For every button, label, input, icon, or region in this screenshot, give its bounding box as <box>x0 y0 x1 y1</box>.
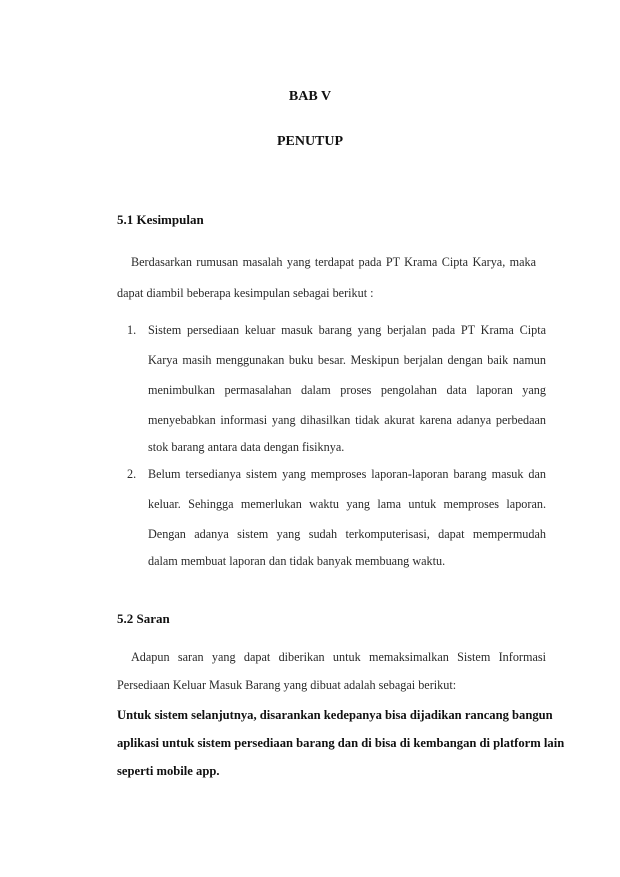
section-heading-saran: 5.2 Saran <box>117 611 170 626</box>
chapter-title: PENUTUP <box>276 134 344 149</box>
bold-paragraph-line: aplikasi untuk sistem persediaan barang dan di bisa di kembangan di platform lain <box>117 736 565 750</box>
bold-paragraph-line: seperti mobile app. <box>117 764 220 778</box>
paragraph-line: Persediaan Keluar Masuk Barang yang dibuat adalah sebagai berikut: <box>117 678 457 692</box>
paragraph-line: Berdasarkan rumusan masalah yang terdapat pada PT Krama Cipta Karya, maka <box>131 255 536 269</box>
list-item-line: Karya masih menggunakan buku besar. Meskipun berjalan dengan baik namun <box>148 353 546 367</box>
list-marker: 1. <box>127 323 137 337</box>
list-item-line: keluar. Sehingga memerlukan waktu yang lama untuk memproses laporan. <box>148 497 546 511</box>
list-item-line: dalam membuat laporan dan tidak banyak membuang waktu. <box>148 554 446 568</box>
list-marker: 2. <box>127 467 137 481</box>
list-item-line: menyebabkan informasi yang dihasilkan tidak akurat karena adanya perbedaan <box>148 413 546 427</box>
list-item-line: Belum tersedianya sistem yang memproses laporan-laporan barang masuk dan <box>148 467 546 481</box>
paragraph-line: dapat diambil beberapa kesimpulan sebagai berikut : <box>117 286 374 300</box>
bold-paragraph-line: Untuk sistem selanjutnya, disarankan kedepanya bisa dijadikan rancang bangun <box>117 708 553 722</box>
paragraph-line: Adapun saran yang dapat diberikan untuk memaksimalkan Sistem Informasi <box>131 650 546 664</box>
list-item-line: Sistem persediaan keluar masuk barang yang berjalan pada PT Krama Cipta <box>148 323 546 337</box>
list-item-line: stok barang antara data dengan fisiknya. <box>148 440 345 454</box>
list-item-line: Dengan adanya sistem yang sudah terkomputerisasi, dapat mempermudah <box>148 527 546 541</box>
chapter-number: BAB V <box>288 89 332 104</box>
list-item-line: menimbulkan permasalahan dalam proses pengolahan data laporan yang <box>148 383 546 397</box>
section-heading-kesimpulan: 5.1 Kesimpulan <box>117 212 204 227</box>
